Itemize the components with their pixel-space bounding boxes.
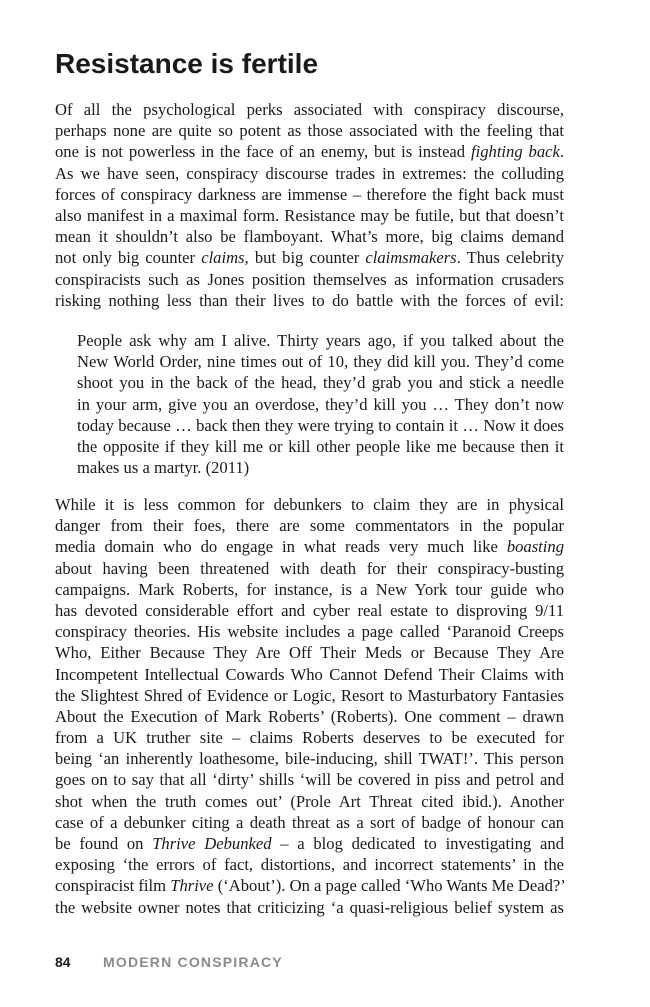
para2-line: While it is less common for debunkers to claim they are in physical xyxy=(55,495,564,514)
para2-line: has devoted considerable effort and cyber real estate to disproving 9/11 xyxy=(55,600,564,620)
para1-line: Of all the psychological perks associated with conspiracy discourse, xyxy=(55,100,564,119)
para1-line: perhaps none are quite so potent as those associated with the feeling that xyxy=(55,121,564,141)
quote-line: makes us a martyr. (2011) xyxy=(77,458,250,478)
para2-line: goes on to say that all ‘dirty’ shills ‘will be covered in piss and petrol and xyxy=(55,770,564,790)
quote-line: in your arm, give you an overdose, they’d kill you … They don’t now xyxy=(77,394,564,414)
para2-line: campaigns. Mark Roberts, for instance, is a New York tour guide who xyxy=(55,579,564,599)
quote-line: People ask why am I alive. Thirty years ago, if you talked about the xyxy=(77,331,564,350)
para2-line: Who, Either Because They Are Off Their Meds or Because They Are xyxy=(55,643,564,663)
para2-line: exposing ‘the errors of fact, distortions, and incorrect statements’ in the xyxy=(55,855,564,875)
para2-line: danger from their foes, there are some commentators in the popular xyxy=(55,516,564,536)
para2-line: Incompetent Intellectual Cowards Who Cannot Defend Their Claims with xyxy=(55,664,564,684)
para2-line: from a UK truther site – claims Roberts deserves to be executed for xyxy=(55,728,564,748)
paragraph-debunkers xyxy=(55,494,564,918)
block-quote xyxy=(77,330,564,478)
para2-line: be found on Thrive Debunked – a blog dedicated to investigating and xyxy=(55,834,564,853)
paragraph-intro xyxy=(55,99,564,311)
para1-line: As we have seen, conspiracy discourse trades in extremes: the colluding xyxy=(55,163,564,183)
para1-line: risking nothing less than their lives to do battle with the forces of evil: xyxy=(55,290,564,310)
quote-line: shoot you in the back of the head, they’d grab you and stick a needle xyxy=(77,373,564,393)
para2-line: being ‘an inherently loathesome, bile-inducing, shill TWAT!’. This person xyxy=(55,749,564,769)
para1-line: also manifest in a maximal form. Resistance may be futile, but that doesn’t xyxy=(55,205,564,225)
para2-line: case of a debunker citing a death threat as a sort of badge of honour can xyxy=(55,812,564,832)
para2-line: media domain who do engage in what reads very much like boasting xyxy=(55,537,564,557)
italic-emphasis: fighting back xyxy=(471,142,560,162)
page-footer xyxy=(55,953,283,971)
para2-line: conspiracy theories. His website includes a page called ‘Paranoid Creeps xyxy=(55,622,564,642)
section-heading: Resistance is fertile xyxy=(55,48,319,79)
para2-line: About the Execution of Mark Roberts’ (Roberts). One comment – drawn xyxy=(55,706,564,726)
para2-line: conspiracist film Thrive (‘About’). On a page called ‘Who Wants Me Dead?’ xyxy=(55,876,566,896)
para2-line: the website owner notes that criticizing ‘a quasi-religious belief system as xyxy=(55,897,564,917)
para2-line: the Slightest Shred of Evidence or Logic, Resort to Masturbatory Fantasies xyxy=(55,685,564,705)
para1-line: conspiracists such as Jones position themselves as information crusaders xyxy=(55,269,564,289)
quote-line: today because … back then they were trying to contain it … Now it does xyxy=(77,415,564,435)
para2-line: shot when the truth comes out’ (Prole Art Threat cited ibid.). Another xyxy=(55,791,564,811)
para1-line: one is not powerless in the face of an enemy, but is instead fighting back. xyxy=(55,142,564,162)
para1-line: not only big counter claims, but big counter claimsmakers. Thus celebrity xyxy=(55,248,564,268)
italic-emphasis: claims xyxy=(201,248,245,268)
para1-line: mean it shouldn’t also be flamboyant. What’s more, big claims demand xyxy=(55,227,564,247)
para1-line: forces of conspiracy darkness are immense – therefore the fight back must xyxy=(55,184,564,204)
quote-line: the opposite if they kill me or kill other people like me because then it xyxy=(77,436,564,456)
italic-emphasis: Thrive xyxy=(170,876,214,896)
para2-line: about having been threatened with death for their conspiracy-busting xyxy=(55,558,564,578)
running-head: MODERN CONSPIRACY xyxy=(103,954,283,970)
italic-emphasis: boasting xyxy=(506,537,564,557)
quote-line: New World Order, nine times out of 10, they did kill you. They’d come xyxy=(77,352,564,372)
italic-emphasis: Thrive Debunked xyxy=(152,834,272,853)
italic-emphasis: claimsmakers xyxy=(365,248,457,268)
page-number: 84 xyxy=(55,954,71,970)
